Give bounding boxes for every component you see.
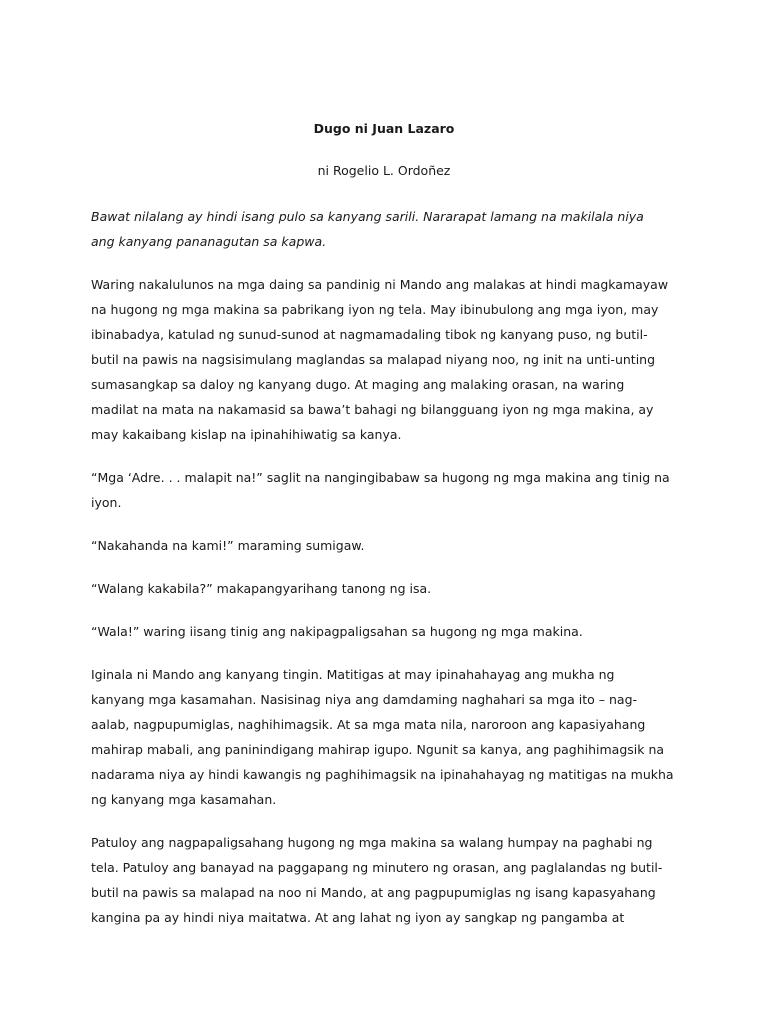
body-paragraph (91, 662, 691, 812)
paragraph-line: Waring nakalulunos na mga daing sa pandinig ni Mando ang malakas at hindi magkamayaw (91, 277, 669, 292)
paragraph-line: ibinabadya, katulad ng sunud-sunod at nagmamadaling tibok ng kanyang puso, ng butil- (91, 327, 648, 342)
paragraph-line: ng kanyang mga kasamahan. (91, 792, 277, 807)
paragraph-line: mahirap mabali, ang paninindigang mahirap igupo. Ngunit sa kanya, ang paghihimagsik na (91, 742, 665, 757)
body-paragraph (91, 576, 691, 601)
paragraph-line: Bawat nilalang ay hindi isang pulo sa kanyang sarili. Nararapat lamang na makilala niya (91, 209, 644, 224)
document-author: ni Rogelio L. Ordoñez (317, 163, 451, 178)
paragraph-line: “Walang kakabila?” makapangyarihang tanong ng isa. (91, 581, 432, 596)
paragraph-line: nadarama niya ay hindi kawangis ng paghihimagsik na ipinahahayag ng matitigas na mukha (91, 767, 674, 782)
epigraph-paragraph (91, 204, 691, 254)
document-body (91, 204, 691, 948)
paragraph-line: kanyang mga kasamahan. Nasisinag niya ang damdaming naghahari sa mga ito – nag- (91, 692, 638, 707)
paragraph-line: sumasangkap sa daloy ng kanyang dugo. At maging ang malaking orasan, na waring (91, 377, 625, 392)
body-paragraph (91, 830, 691, 930)
body-paragraph (91, 533, 691, 558)
paragraph-line: na hugong ng mga makina sa pabrikang iyon ng tela. May ibinubulong ang mga iyon, may (91, 302, 659, 317)
document-title: Dugo ni Juan Lazaro (313, 121, 455, 136)
paragraph-line: may kakaibang kislap na ipinahihiwatig sa kanya. (91, 427, 402, 442)
body-paragraph (91, 272, 691, 447)
paragraph-line: “Mga ‘Adre. . . malapit na!” saglit na nangingibabaw sa hugong ng mga makina ang tinig na (91, 470, 670, 485)
paragraph-line: tela. Patuloy ang banayad na paggapang ng minutero ng orasan, ang paglalandas ng butil- (91, 860, 663, 875)
body-paragraph (91, 465, 691, 515)
paragraph-line: Patuloy ang nagpapaligsahang hugong ng mga makina sa walang humpay na paghabi ng (91, 835, 653, 850)
paragraph-line: butil na pawis na nagsisimulang maglandas sa malapad niyang noo, ng init na unti-unting (91, 352, 656, 367)
paragraph-line: “Nakahanda na kami!” maraming sumigaw. (91, 538, 365, 553)
paragraph-line: ang kanyang pananagutan sa kapwa. (91, 234, 327, 249)
paragraph-line: Iginala ni Mando ang kanyang tingin. Matitigas at may ipinahahayag ang mukha ng (91, 667, 615, 682)
paragraph-line: kangina pa ay hindi niya maitatwa. At ang lahat ng iyon ay sangkap ng pangamba at (91, 910, 625, 925)
paragraph-line: madilat na mata na nakamasid sa bawa’t bahagi ng bilangguang iyon ng mga makina, ay (91, 402, 654, 417)
paragraph-line: butil na pawis sa malapad na noo ni Mando, at ang pagpupumiglas ng isang kapasyahang (91, 885, 656, 900)
paragraph-line: aalab, nagpupumiglas, naghihimagsik. At sa mga mata nila, naroroon ang kapasiyahang (91, 717, 646, 732)
paragraph-line: iyon. (91, 495, 122, 510)
body-paragraph (91, 619, 691, 644)
paragraph-line: “Wala!” waring iisang tinig ang nakipagpaligsahan sa hugong ng mga makina. (91, 624, 583, 639)
